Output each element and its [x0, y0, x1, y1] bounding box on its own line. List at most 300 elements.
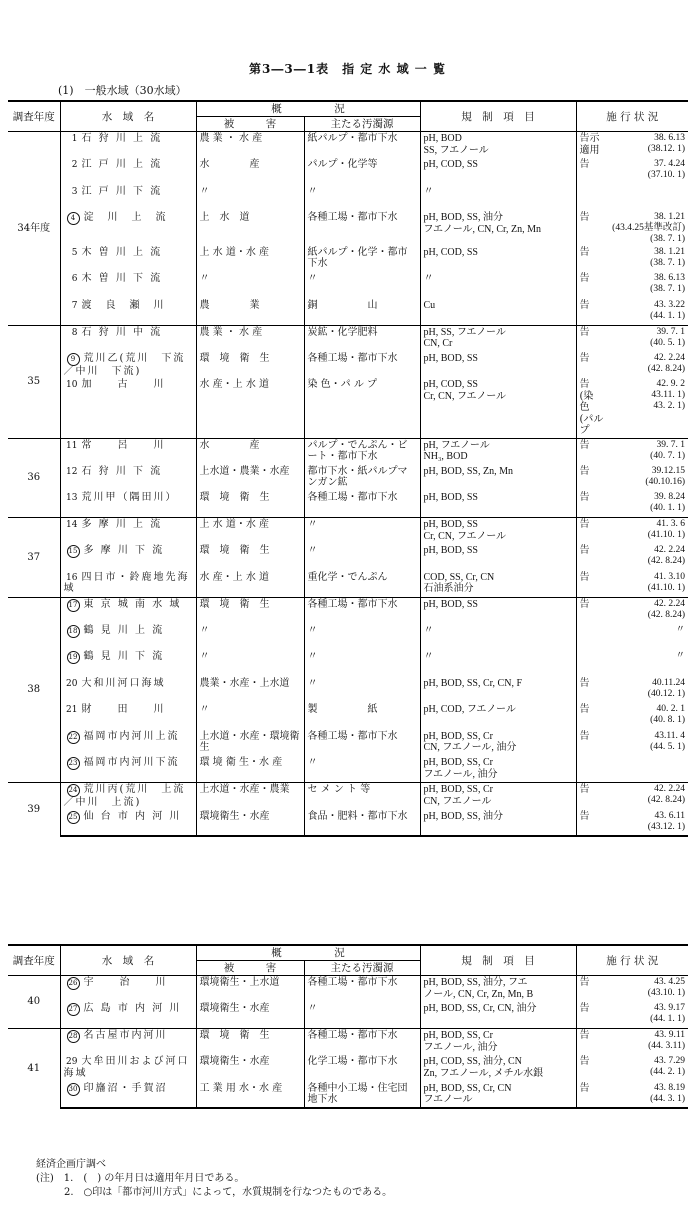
source-cell: 染 色・パ ル プ — [304, 378, 420, 438]
damage-cell: 上 水 道・水 産 — [196, 518, 304, 545]
table-row — [8, 976, 688, 1003]
source-cell: 〃 — [304, 624, 420, 651]
table-title: 第3―3―1表 指 定 水 域 一 覧 — [249, 62, 446, 76]
table-row — [8, 544, 688, 571]
circled-number: 17 — [67, 599, 80, 612]
source-cell: 〃 — [304, 650, 420, 677]
status-cell — [576, 1002, 688, 1029]
table-row — [8, 299, 688, 326]
circled-number: 19 — [67, 651, 80, 664]
status-mark: 告 — [579, 977, 590, 989]
row-number: 13 — [66, 493, 78, 504]
circled-number: 18 — [67, 625, 80, 638]
source-cell: 〃 — [304, 544, 420, 571]
status-date: 43. 4.25 (43.10. 1) — [647, 977, 685, 999]
source-cell: 〃 — [304, 518, 420, 545]
water-name: 淀 川 上 流 — [83, 212, 168, 224]
water-name-cell — [60, 650, 196, 677]
table-row — [8, 756, 688, 783]
regulation-cell: pH, COD, SS Cr, CN, フエノール — [420, 378, 576, 438]
status-date: 41. 3.10 (41.10. 1) — [647, 571, 685, 593]
table-row — [8, 352, 688, 379]
water-name-cell — [60, 976, 196, 1003]
header-damage-2: 被 害 — [196, 961, 304, 976]
water-name: 江 戸 川 下 流 — [81, 185, 163, 197]
source-cell: 銅 山 — [304, 299, 420, 326]
table-row — [8, 246, 688, 273]
status-mark: 告 — [579, 492, 590, 504]
status-date: 40.11.24 (40.12. 1) — [647, 677, 685, 699]
status-date: 38. 1.21 (38. 7. 1) — [650, 246, 685, 268]
water-name-cell — [60, 246, 196, 273]
water-name: 多 摩 川 下 流 — [83, 545, 165, 557]
regulation-cell: COD, SS, Cr, CN 石油系油分 — [420, 571, 576, 598]
damage-cell: 水 産・上 水 道 — [196, 571, 304, 598]
regulation-cell: 〃 — [420, 624, 576, 651]
water-name: 財 田 川 — [81, 704, 166, 716]
status-cell — [576, 158, 688, 185]
water-name: 四日市・鈴鹿地先海域 — [63, 571, 190, 595]
water-name: 印旛沼・手賀沼 — [83, 1082, 168, 1094]
header-status-2: 施 行 状 況 — [576, 945, 688, 976]
header-year-2: 調査年度 — [8, 945, 60, 976]
source-cell: パルプ・化学等 — [304, 158, 420, 185]
status-cell — [576, 211, 688, 246]
water-name: 大和川河口海域 — [81, 677, 166, 689]
regulation-cell: pH, BOD, SS — [420, 352, 576, 379]
status-mark: 告 — [579, 1030, 590, 1042]
regulation-cell: pH, BOD, SS, Cr, CN フエノール — [420, 1082, 576, 1109]
table-row — [8, 158, 688, 185]
damage-cell: 水 産 — [196, 438, 304, 465]
note-1: (注) 1. ( ) の年月日は適用年月日である。 — [36, 1173, 245, 1184]
row-number: 6 — [71, 274, 78, 285]
status-cell — [576, 976, 688, 1003]
status-cell — [576, 1055, 688, 1082]
water-name-cell — [60, 810, 196, 837]
water-name: 江 戸 川 上 流 — [81, 159, 163, 171]
status-cell — [576, 518, 688, 545]
water-name: 広 島 市 内 河 川 — [83, 1003, 182, 1015]
damage-cell: 水 産・上 水 道 — [196, 378, 304, 438]
water-name-cell — [60, 158, 196, 185]
source-cell: 重化学・でんぷん — [304, 571, 420, 598]
status-cell — [576, 650, 688, 677]
status-cell — [576, 571, 688, 598]
table-row — [8, 1002, 688, 1029]
status-cell — [576, 299, 688, 326]
regulation-cell: pH, BOD, SS, Cr CN, フエノール, 油分 — [420, 730, 576, 757]
damage-cell: 環 境 衛 生 — [196, 1029, 304, 1056]
source-cell: 紙パルプ・都市下水 — [304, 132, 420, 159]
header-year: 調査年度 — [8, 101, 60, 132]
regulation-cell: 〃 — [420, 650, 576, 677]
row-number: 10 — [66, 380, 78, 391]
source-cell: 各種工場・都市下水 — [304, 730, 420, 757]
table-row — [8, 211, 688, 246]
year-cell: 37 — [8, 518, 60, 598]
water-name: 仙 台 市 内 河 川 — [83, 810, 182, 822]
regulation-cell: pH, BOD SS, フエノール — [420, 132, 576, 159]
status-date: 39. 7. 1 (40. 5. 1) — [650, 326, 685, 348]
table-row — [8, 571, 688, 598]
circled-number: 30 — [67, 1083, 80, 1096]
water-name: 木 曽 川 上 流 — [81, 246, 163, 258]
water-name: 渡 良 瀬 川 — [81, 299, 166, 311]
status-mark: 告 — [579, 212, 590, 224]
damage-cell: 上 水 道・水 産 — [196, 246, 304, 273]
table-row — [8, 1055, 688, 1082]
water-name: 石 狩 川 下 流 — [81, 465, 163, 477]
regulation-cell: pH, BOD, SS — [420, 597, 576, 624]
water-name: 名古屋市内河川 — [83, 1030, 168, 1042]
status-date: 〃 — [675, 624, 685, 635]
status-mark: 告示 適用 — [579, 133, 600, 156]
damage-cell: 上水道・農業・水産 — [196, 465, 304, 492]
regulation-cell: pH, COD, SS, 油分, CN Zn, フエノール, メチル水銀 — [420, 1055, 576, 1082]
damage-cell: 環 境 衛 生 — [196, 544, 304, 571]
status-mark: 告 — [579, 326, 590, 338]
status-cell — [576, 438, 688, 465]
source-cell: 製 紙 — [304, 703, 420, 730]
table-row — [8, 1082, 688, 1109]
status-mark: 告 — [579, 519, 590, 531]
status-mark: 告 — [579, 784, 590, 796]
notes — [36, 1158, 392, 1200]
status-mark: 告 — [579, 1082, 590, 1094]
damage-cell: 水 産 — [196, 158, 304, 185]
status-date: 〃 — [675, 651, 685, 662]
damage-cell: 上 水 道 — [196, 211, 304, 246]
status-date: 42. 2.24 (42. 8.24) — [647, 545, 685, 567]
damage-cell: 上水道・水産・農業 — [196, 783, 304, 810]
row-number: 20 — [66, 678, 78, 689]
water-name-cell — [60, 272, 196, 299]
status-date: 40. 2. 1 (40. 8. 1) — [650, 704, 685, 726]
status-cell — [576, 1029, 688, 1056]
water-name-cell — [60, 352, 196, 379]
status-cell — [576, 272, 688, 299]
year-cell: 41 — [8, 1029, 60, 1109]
header-damage: 被 害 — [196, 117, 304, 132]
status-mark: 告 — [579, 299, 590, 311]
regulation-cell: pH, BOD, SS, Cr, CN, 油分 — [420, 1002, 576, 1029]
damage-cell: 環 境 衛 生・水 産 — [196, 756, 304, 783]
water-name-cell — [60, 571, 196, 598]
year-cell: 39 — [8, 783, 60, 837]
damage-cell: 農 業 ・ 水 産 — [196, 132, 304, 159]
circled-number: 9 — [67, 353, 80, 366]
water-name: 大牟田川および河口海域 — [63, 1056, 190, 1079]
regulation-cell: pH, COD, SS — [420, 246, 576, 273]
regulation-cell: pH, BOD, SS, Cr, CN, F — [420, 677, 576, 704]
water-name: 常 呂 川 — [81, 439, 166, 451]
water-name: 荒川丙(荒川 上流／中川 上流) — [63, 784, 186, 809]
status-cell — [576, 352, 688, 379]
status-date: 42. 2.24 (42. 8.24) — [647, 598, 685, 620]
water-name: 木 曽 川 下 流 — [81, 273, 163, 285]
regulation-cell: pH, BOD, SS — [420, 491, 576, 518]
regulation-cell: 〃 — [420, 272, 576, 299]
status-cell — [576, 132, 688, 159]
status-date: 38. 1.21 (43.4.25基準改訂) (38. 7. 1) — [612, 212, 685, 244]
water-name-cell — [60, 624, 196, 651]
source-cell: 〃 — [304, 756, 420, 783]
water-name-cell — [60, 677, 196, 704]
water-name: 福岡市内河川上流 — [83, 730, 180, 742]
year-cell: 40 — [27, 996, 41, 1008]
source-cell: 〃 — [304, 185, 420, 212]
row-number: 5 — [71, 247, 78, 258]
status-date: 37. 4.24 (37.10. 1) — [647, 159, 685, 181]
status-cell — [576, 597, 688, 624]
damage-cell: 農 業 — [196, 299, 304, 326]
row-number: 2 — [71, 160, 78, 171]
source-cell: 〃 — [304, 272, 420, 299]
water-name-cell — [60, 378, 196, 438]
status-date: 43. 6.11 (43.12. 1) — [647, 810, 685, 832]
table-row — [8, 597, 688, 624]
water-name-cell — [60, 185, 196, 212]
table-row — [8, 438, 688, 465]
circled-number: 26 — [67, 977, 80, 990]
table-row — [8, 703, 688, 730]
row-number: 21 — [66, 705, 78, 716]
damage-cell: 〃 — [196, 624, 304, 651]
status-date: 43. 9.17 (44. 1. 1) — [650, 1003, 685, 1025]
water-name-cell — [60, 299, 196, 326]
header-regulation-2: 規 制 項 目 — [420, 945, 576, 976]
damage-cell: 環 境 衛 生 — [196, 491, 304, 518]
table-row — [8, 272, 688, 299]
source-cell: 〃 — [304, 677, 420, 704]
status-mark: 告 — [579, 545, 590, 557]
header-water: 水 域 名 — [60, 101, 196, 132]
table-row — [8, 730, 688, 757]
status-cell — [576, 756, 688, 783]
table-row — [8, 677, 688, 704]
damage-cell: 環 境 衛 生 — [196, 352, 304, 379]
source-cell: 各種中小工場・住宅団地下水 — [304, 1082, 420, 1109]
status-cell — [576, 544, 688, 571]
regulation-cell: pH, BOD, SS — [420, 544, 576, 571]
water-name: 福岡市内河川下流 — [83, 757, 180, 769]
status-cell — [576, 185, 688, 212]
status-cell — [576, 677, 688, 704]
status-mark: 告 — [579, 704, 590, 716]
status-cell — [576, 491, 688, 518]
regulation-cell: pH, BOD, SS, Cr フエノール, 油分 — [420, 756, 576, 783]
water-area-table-1 — [8, 100, 688, 837]
header-overview-2: 概 況 — [196, 945, 420, 961]
damage-cell: 工 業 用 水・水 産 — [196, 1082, 304, 1109]
water-area-table-2 — [8, 944, 688, 1109]
water-name-cell — [60, 438, 196, 465]
status-cell — [576, 465, 688, 492]
status-date: 42. 9. 2 43.11. 1) 43. 2. 1) — [651, 379, 685, 412]
status-mark: 告 — [579, 439, 590, 451]
status-mark: 告 — [579, 1056, 590, 1068]
status-mark: 告 — [579, 246, 590, 258]
damage-cell: 農業・水産・上水道 — [196, 677, 304, 704]
water-name: 石 狩 川 上 流 — [81, 133, 163, 145]
water-name-cell — [60, 211, 196, 246]
water-name: 荒川乙(荒川 下流／中川 下流) — [63, 352, 186, 377]
source-cell: 各種工場・都市下水 — [304, 1029, 420, 1056]
regulation-cell: 〃 — [420, 185, 576, 212]
damage-cell: 〃 — [196, 272, 304, 299]
damage-cell: 〃 — [196, 703, 304, 730]
status-mark: 告 — [579, 571, 590, 583]
water-name: 宇 治 川 — [83, 977, 168, 989]
header-source-2: 主たる汚濁源 — [304, 961, 420, 976]
source-cell: 都市下水・紙パルプマンガン鉱 — [304, 465, 420, 492]
status-date: 38. 6.13 (38. 7. 1) — [650, 273, 685, 295]
note-source: 経済企画庁調べ — [36, 1159, 106, 1170]
water-name: 多 摩 川 上 流 — [81, 519, 163, 531]
source-cell: 各種工場・都市下水 — [304, 211, 420, 246]
source-cell: 各種工場・都市下水 — [304, 976, 420, 1003]
status-cell — [576, 246, 688, 273]
water-name-cell — [60, 783, 196, 810]
water-name: 石 狩 川 中 流 — [81, 326, 163, 338]
regulation-cell: pH, BOD, SS, Zn, Mn — [420, 465, 576, 492]
status-mark: 告 — [579, 352, 590, 364]
table-row — [8, 325, 688, 352]
water-name: 東 京 城 南 水 域 — [83, 598, 182, 610]
table-row — [8, 783, 688, 810]
table-row — [8, 810, 688, 837]
regulation-cell: pH, BOD, SS, 油分, フエ ノール, CN, Cr, Zn, Mn, B — [420, 976, 576, 1003]
status-date: 38. 6.13 (38.12. 1) — [647, 133, 685, 155]
table-row — [8, 378, 688, 438]
water-name-cell — [60, 491, 196, 518]
source-cell: 食品・肥料・都市下水 — [304, 810, 420, 837]
regulation-cell: pH, フエノール NH₃, BOD — [420, 438, 576, 465]
status-date: 43. 3.22 (44. 1. 1) — [650, 299, 685, 321]
damage-cell: 環境衛生・水産 — [196, 1002, 304, 1029]
status-cell — [576, 325, 688, 352]
status-date: 39. 7. 1 (40. 7. 1) — [650, 439, 685, 461]
status-date: 43.11. 4 (44. 5. 1) — [650, 730, 685, 752]
status-date: 39. 8.24 (40. 1. 1) — [650, 492, 685, 514]
damage-cell: 環境衛生・上水道 — [196, 976, 304, 1003]
water-name: 加 古 川 — [81, 379, 166, 391]
row-number: 11 — [66, 440, 78, 451]
circled-number: 27 — [67, 1003, 80, 1016]
damage-cell: 〃 — [196, 650, 304, 677]
regulation-cell: pH, BOD, SS, Cr CN, フエノール — [420, 783, 576, 810]
header-status: 施 行 状 況 — [576, 101, 688, 132]
note-2: 2. ○印は「都市河川方式」によって，水質規制を行なつたものである。 — [64, 1187, 393, 1198]
header-overview: 概 況 — [196, 101, 420, 117]
table-row — [8, 185, 688, 212]
damage-cell: 環境衛生・水産 — [196, 1055, 304, 1082]
status-mark: 告 — [579, 810, 590, 822]
status-cell — [576, 703, 688, 730]
water-name-cell — [60, 730, 196, 757]
circled-number: 28 — [67, 1030, 80, 1043]
water-name-cell — [60, 544, 196, 571]
table-row — [8, 465, 688, 492]
water-name-cell — [60, 703, 196, 730]
source-cell: 炭鉱・化学肥料 — [304, 325, 420, 352]
header-water-2: 水 域 名 — [60, 945, 196, 976]
water-name: 鶴 見 川 上 流 — [83, 624, 165, 636]
status-date: 41. 3. 6 (41.10. 1) — [647, 519, 685, 541]
water-name-cell — [60, 1082, 196, 1109]
water-name-cell — [60, 597, 196, 624]
circled-number: 4 — [67, 212, 80, 225]
regulation-cell: Cu — [420, 299, 576, 326]
circled-number: 24 — [67, 784, 80, 797]
table-row — [8, 491, 688, 518]
row-number: 8 — [71, 327, 78, 338]
water-name-cell — [60, 1002, 196, 1029]
header-source: 主たる汚濁源 — [304, 117, 420, 132]
source-cell: 紙パルプ・化学・都市下水 — [304, 246, 420, 273]
source-cell: 各種工場・都市下水 — [304, 491, 420, 518]
water-name-cell — [60, 756, 196, 783]
year-cell: 34年度 — [17, 222, 51, 234]
status-cell — [576, 378, 688, 438]
row-number: 16 — [66, 572, 78, 583]
regulation-cell: pH, COD, SS — [420, 158, 576, 185]
row-number: 7 — [71, 300, 78, 311]
table-row — [8, 624, 688, 651]
row-number: 14 — [66, 520, 78, 531]
status-date: 42. 2.24 (42. 8.24) — [647, 352, 685, 374]
damage-cell: 農 業 ・ 水 産 — [196, 325, 304, 352]
status-mark: 告 — [579, 273, 590, 285]
circled-number: 25 — [67, 811, 80, 824]
status-date: 39.12.15 (40.10.16) — [645, 465, 685, 487]
circled-number: 23 — [67, 757, 80, 770]
damage-cell: 環境衛生・水産 — [196, 810, 304, 837]
status-mark: 告 — [579, 1003, 590, 1015]
status-cell — [576, 783, 688, 810]
water-name-cell — [60, 1055, 196, 1082]
status-date: 42. 2.24 (42. 8.24) — [647, 784, 685, 806]
source-cell: 〃 — [304, 1002, 420, 1029]
regulation-cell: pH, SS, フエノール CN, Cr — [420, 325, 576, 352]
status-mark: 告 (染 色 (パルプ — [579, 379, 604, 437]
status-mark: 告 — [579, 730, 590, 742]
damage-cell: 上水道・水産・環境衛生 — [196, 730, 304, 757]
regulation-cell: pH, BOD, SS, 油分 — [420, 810, 576, 837]
circled-number: 15 — [67, 545, 80, 558]
water-name-cell — [60, 1029, 196, 1056]
water-name-cell — [60, 325, 196, 352]
year-cell: 35 — [8, 325, 60, 438]
table-row — [8, 518, 688, 545]
table-row — [8, 650, 688, 677]
source-cell: セ メ ン ト 等 — [304, 783, 420, 810]
status-date: 43. 9.11 (44. 3.11) — [648, 1030, 685, 1052]
regulation-cell: pH, COD, フエノール — [420, 703, 576, 730]
regulation-cell: pH, BOD, SS, Cr フエノール, 油分 — [420, 1029, 576, 1056]
water-name-cell — [60, 465, 196, 492]
status-mark: 告 — [579, 465, 590, 477]
status-mark: 告 — [579, 677, 590, 689]
table-subtitle: (1) 一般水域（30水域） — [58, 84, 187, 97]
row-number: 3 — [71, 186, 78, 197]
source-cell: パルプ・でんぷん・ビート・都市下水 — [304, 438, 420, 465]
water-name: 鶴 見 川 下 流 — [83, 651, 165, 663]
row-number: 29 — [66, 1057, 78, 1068]
circled-number: 22 — [67, 731, 80, 744]
status-date: 43. 8.19 (44. 3. 1) — [650, 1082, 685, 1104]
